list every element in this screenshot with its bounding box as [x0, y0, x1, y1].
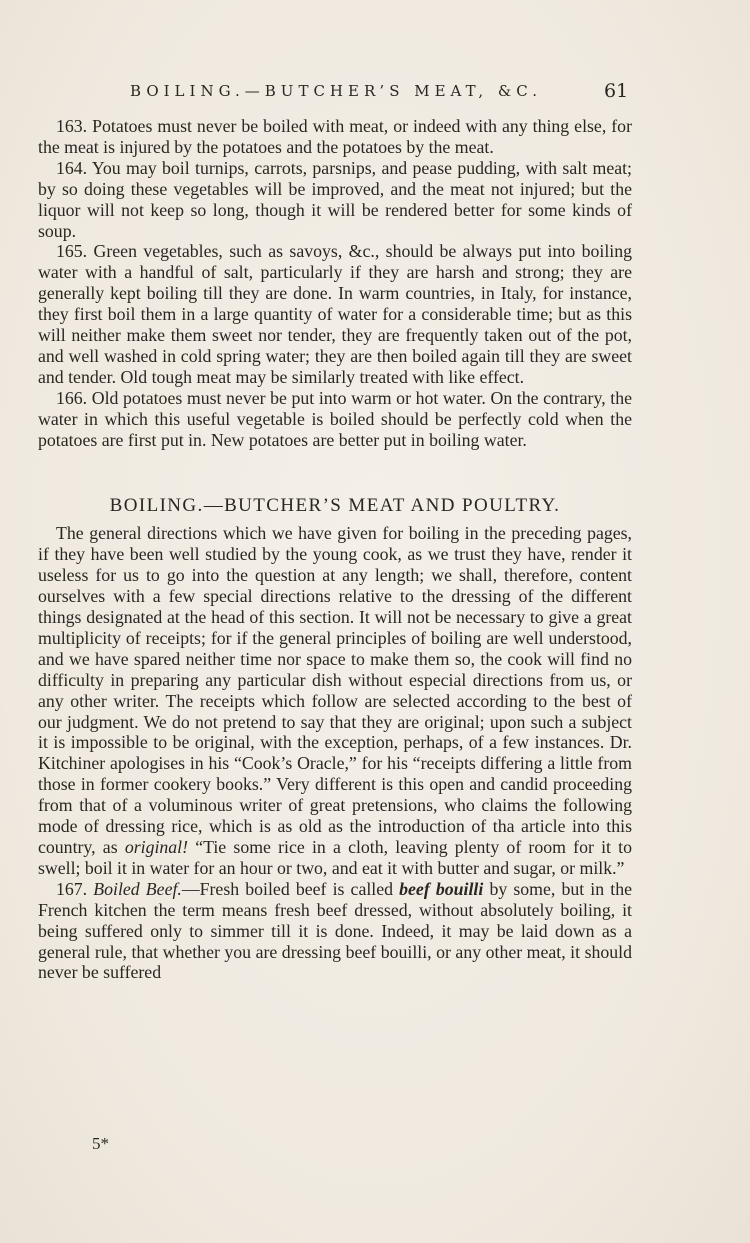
paragraph-text: Green vegetables, such as savoys, &c., should be always put into boiling water with a handful of salt, particularly if they are harsh and strong; they are generally kept boiling till they are done. In warm countries, in Italy, for instance, they first boil them in a large quantity of water for a considerable time; but as this will neither make them sweet nor tender, they are frequently taken out of the pot, and well washed in cold spring water; they are then boiled again till they are sweet and tender. Old tough meat may be similarly treated with like effect.: [38, 241, 632, 387]
section-intro-paragraph: [38, 523, 632, 878]
paragraph-165: [38, 241, 632, 387]
body-text: [38, 116, 632, 983]
paragraph-text: Potatoes must never be boiled with meat, or indeed with any thing else, for the meat is injured by the potatoes and the potatoes by the meat.: [38, 116, 632, 157]
recipe-title: Boiled Beef.: [93, 878, 182, 899]
paragraph-number: 163.: [56, 116, 88, 136]
paragraph-text: You may boil turnips, carrots, parsnips, and pease pudding, with salt meat; by so doing these vegetables will be improved, and the meat not injured; but the liquor will not keep so long, though it will be rendered better for some kinds of soup.: [38, 157, 632, 241]
paragraph-number: 165.: [56, 241, 88, 262]
paragraph-164: [38, 158, 632, 242]
intro-italic-text: original!: [124, 837, 189, 857]
emphasis-term: beef bouilli: [399, 878, 484, 899]
paragraph-163: [38, 116, 632, 158]
paragraph-text: by some, but in the French kitchen the term means fresh beef dressed, without absolutely boiling, it being suffered only to simmer till it is done. Indeed, it may be laid down as a general rule, that whether you are dressing beef bouilli, or any other meat, it should never be suffered: [38, 878, 632, 983]
paragraph-167: [38, 879, 632, 984]
page-number: 61: [604, 80, 629, 102]
paragraph-number: 166.: [56, 387, 88, 408]
paragraph-text: Old potatoes must never be put into warm or hot water. On the contrary, the water in which this useful vegetable is boiled should be perfectly cold when the potatoes are first put in. New potatoes are better put in boiling water.: [38, 387, 632, 450]
intro-quote-text: “Tie some rice in a cloth, leaving plenty of room for it to swell; boil it in water for an hour or two, and eat it with butter and sugar, or milk.”: [38, 837, 632, 878]
paragraph-number: 164.: [56, 157, 88, 178]
intro-text: The general directions which we have given for boiling in the preceding pages, if they have been well studied by the young cook, as we trust they have, render it useless for us to go into the question at any length; we shall, therefore, content ourselves with a few special directions relative to the dressing of the different things designated at the head of this section. It will not be necessary to give a great multiplicity of receipts; for if the general principles of boiling are well understood, and we have spared neither time nor space to make them so, the cook will find no difficulty in preparing any particular dish without especial directions from us, or any other writer. The receipts which follow are selected according to the best of our judgment. We do not pretend to say that they are original; upon such a subject it is impossible to be original, with the exception, perhaps, of a few instances. Dr. Kitchiner apologises in his “Cook’s Oracle,” for his “receipts differing a little from those in former cookery books.” Very different is this open and candid proceeding from that of a voluminous writer of great pretensions, who claims the following mode of dressing rice, which is as old as the introduction of tha article into this country, as: [38, 523, 632, 857]
signature-mark: 5*: [92, 1134, 109, 1153]
section-heading: BOILING.—BUTCHER’S MEAT AND POULTRY.: [109, 494, 561, 516]
paragraph-text: —Fresh boiled beef is called: [181, 878, 400, 899]
running-head: BOILING.—BUTCHER’S MEAT, &C.: [130, 82, 542, 100]
paragraph-number: 167.: [56, 878, 88, 899]
paragraph-166: [38, 388, 632, 451]
